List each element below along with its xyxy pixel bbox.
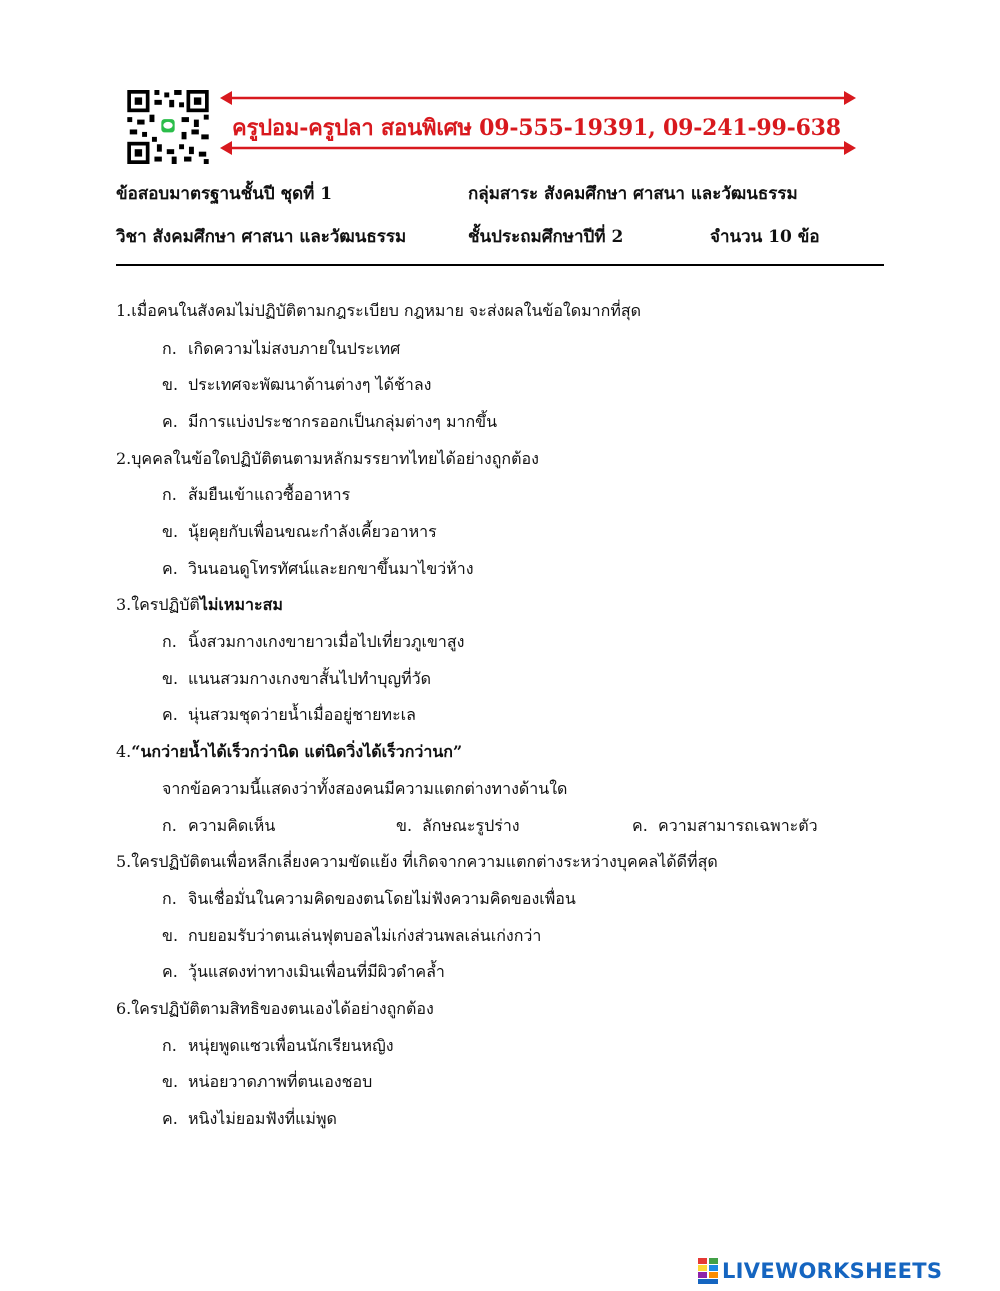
option-label: ข. (162, 522, 179, 541)
qr-code-icon (127, 90, 209, 164)
question-3-option[interactable] (162, 704, 416, 726)
option-text: หนุ่ยพูดแซวเพื่อนนักเรียนหญิง (188, 1036, 394, 1055)
tutor-contact-title: ครูปอม-ครูปลา สอนพิเศษ 09-555-19391, 09-241-99-638 (232, 115, 841, 141)
option-label: ก. (162, 1036, 177, 1055)
question-6-option[interactable] (162, 1035, 394, 1057)
option-label: ค. (162, 1109, 178, 1128)
option-text: นุ่นสวมชุดว่ายน้ำเมื่ออยู่ชายทะเล (188, 705, 416, 724)
liveworksheets-logo[interactable] (698, 1257, 942, 1285)
option-text: มีการแบ่งประชากรออกเป็นกลุ่มต่างๆ มากขึ้น (188, 412, 498, 431)
option-label: ข. (162, 375, 179, 394)
option-text: ความสามารถเฉพาะตัว (658, 816, 818, 835)
question-6-option[interactable] (162, 1071, 372, 1093)
question-6-option[interactable] (162, 1108, 337, 1130)
question-4-stem-line2: จากข้อความนี้แสดงว่าทั้งสองคนมีความแตกต่างทางด้านใด (162, 779, 568, 798)
question-5-option[interactable] (162, 888, 576, 910)
question-4-option[interactable] (162, 815, 275, 837)
option-text: จินเชื่อมั่นในความคิดของตนโดยไม่ฟังความคิดของเพื่อน (188, 889, 576, 908)
question-6-stem: 6.ใครปฏิบัติตามสิทธิของตนเองได้อย่างถูกต้อง (116, 999, 434, 1018)
option-label: ค. (162, 705, 178, 724)
question-4-option[interactable] (632, 815, 818, 837)
question-3-stem-emphasis: ไม่เหมาะสม (199, 595, 283, 614)
question-3-option[interactable] (162, 668, 431, 690)
option-label: ค. (162, 412, 178, 431)
subject-label: วิชา สังคมศึกษา ศาสนา และวัฒนธรรม (116, 227, 407, 247)
option-label: ข. (162, 926, 179, 945)
question-1-option[interactable] (162, 338, 400, 360)
option-text: กบยอมรับว่าตนเล่นฟุตบอลไม่เก่งส่วนพลเล่นเก่งกว่า (188, 926, 542, 945)
question-2-stem: 2.บุคคลในข้อใดปฏิบัติตนตามหลักมรรยาทไทยได้อย่างถูกต้อง (116, 449, 539, 468)
option-label: ค. (162, 962, 178, 981)
option-label: ข. (162, 1072, 179, 1091)
option-label: ก. (162, 889, 177, 908)
liveworksheets-logo-icon (698, 1258, 718, 1284)
question-1-option[interactable] (162, 411, 497, 433)
question-4-stem (116, 741, 462, 763)
option-text: ความคิดเห็น (188, 816, 276, 835)
option-text: ส้มยืนเข้าแถวซื้ออาหาร (188, 485, 351, 504)
option-text: หนิงไม่ยอมฟังที่แม่พูด (188, 1109, 337, 1128)
question-4-option[interactable] (396, 815, 520, 837)
question-5-stem: 5.ใครปฏิบัติตนเพื่อหลีกเลี่ยงความขัดแย้ง ที่เกิดจากความแตกต่างระหว่างบุคคลได้ดีที่สุด (116, 852, 718, 871)
subject-group-label: กลุ่มสาระ สังคมศึกษา ศาสนา และวัฒนธรรม (468, 184, 798, 204)
option-label: ค. (632, 816, 648, 835)
question-1-option[interactable] (162, 374, 431, 396)
option-text: นุ้ยคุยกับเพื่อนขณะกำลังเคี้ยวอาหาร (188, 522, 437, 541)
option-text: หน่อยวาดภาพที่ตนเองชอบ (188, 1072, 373, 1091)
header-divider (116, 264, 884, 266)
option-label: ก. (162, 816, 177, 835)
question-4-quote: “นกว่ายน้ำได้เร็วกว่านิด แต่นิดวิ่งได้เร็วกว่านก” (131, 742, 463, 761)
question-3-stem-prefix: 3.ใครปฏิบัติ (116, 595, 200, 614)
exam-set-label: ข้อสอบมาตรฐานชั้นปี ชุดที่ 1 (116, 184, 333, 204)
option-label: ก. (162, 632, 177, 651)
question-3-stem (116, 594, 283, 616)
option-text: นิ้งสวมกางเกงขายาวเมื่อไปเที่ยวภูเขาสูง (188, 632, 465, 651)
question-2-option[interactable] (162, 484, 350, 506)
question-4-stem-prefix: 4. (116, 742, 132, 761)
option-text: วินนอนดูโทรทัศน์และยกขาขึ้นมาไขว่ห้าง (188, 559, 474, 578)
option-text: ประเทศจะพัฒนาด้านต่างๆ ได้ช้าลง (188, 375, 432, 394)
option-label: ข. (162, 669, 179, 688)
question-2-option[interactable] (162, 558, 474, 580)
question-5-option[interactable] (162, 961, 445, 983)
question-5-option[interactable] (162, 925, 541, 947)
liveworksheets-logo-text: LIVEWORKSHEETS (722, 1259, 943, 1283)
option-text: ลักษณะรูปร่าง (422, 816, 520, 835)
option-label: ก. (162, 485, 177, 504)
grade-label: ชั้นประถมศึกษาปีที่ 2 (468, 227, 624, 247)
question-1-stem: 1.เมื่อคนในสังคมไม่ปฏิบัติตามกฎระเบียบ กฎหมาย จะส่งผลในข้อใดมากที่สุด (116, 301, 642, 320)
option-text: เกิดความไม่สงบภายในประเทศ (188, 339, 401, 358)
question-2-option[interactable] (162, 521, 437, 543)
option-label: ข. (396, 816, 413, 835)
option-text: วุ้นแสดงท่าทางเมินเพื่อนที่มีผิวดำคล้ำ (188, 962, 445, 981)
question-3-option[interactable] (162, 631, 464, 653)
option-label: ค. (162, 559, 178, 578)
question-count-label: จำนวน 10 ข้อ (710, 227, 820, 247)
option-text: แนนสวมกางเกงขาสั้นไปทำบุญที่วัด (188, 669, 432, 688)
option-label: ก. (162, 339, 177, 358)
